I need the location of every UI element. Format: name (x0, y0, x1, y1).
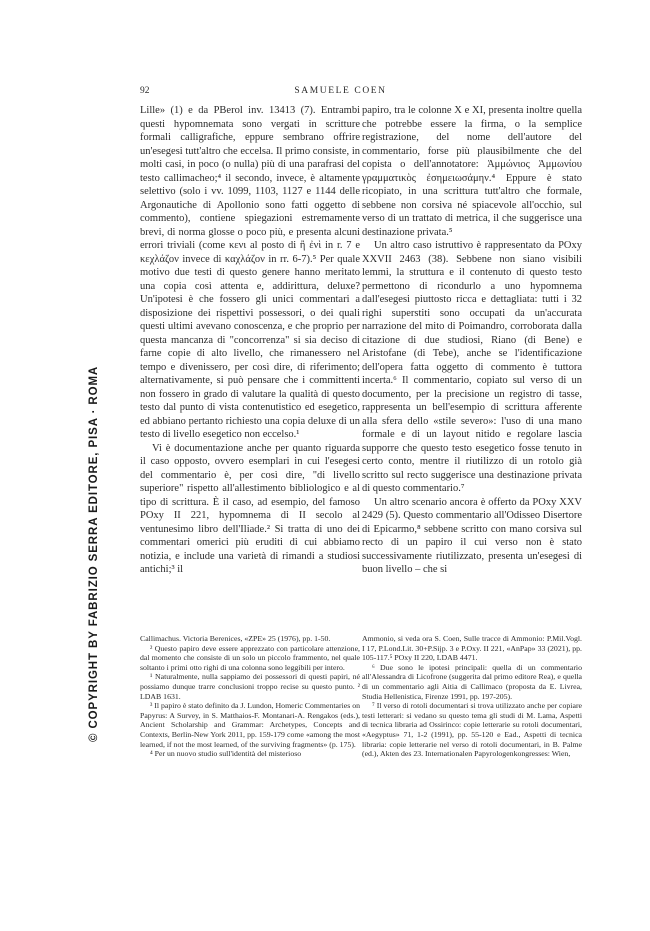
paragraph: papiro, tra le colonne X e XI, presenta inoltre quella che potrebbe essere la firma, o la semplice registrazione, del nome dell'autore del commentario, forse più plausibilmente che del copista o dell'annotatore: Ἀμμώνιος Ἀμμωνίου γραμματικὸς ἐσημειωσάμην.⁴ Eppure è stato ricopiato, in una scrittura tutt'altro che formale, sebbene non corsiva né spiacevole all'occhio, sul verso di un trattato di metrica, il che suggerisce una destinazione privata.⁵ (362, 105, 582, 238)
footnotes-right (362, 634, 582, 914)
footnote: ² Questo papiro deve essere apprezzato con particolare attenzione, dal momento che consiste di un solo un piccolo frammento, nel quale soltanto i primi otto righi di una colonna sono leggibili per intero. (140, 643, 360, 672)
running-head (122, 86, 559, 100)
paragraph: Un altro caso istruttivo è rappresentato da POxy XXVII 2463 (38). Sebbene non siano visibili lemmi, la struttura e il contenuto di questo testo permettono di ricondurlo a uno hypomnema dall'esegesi piuttosto ricca e dettagliata: tutti i 32 righi superstiti sono occupati da un'accurata narrazione del mito di Poimandro, corroborata dalla citazione di due studiosi, Riano (di Bene) e Aristofane (di Tebe), anche se l'identificazione dell'opera fatta oggetto di commento è tuttora incerta.⁶ Il commentario, copiato sul verso di un documento, per la precisione un registro di tasse, rappresenta un bell'esempio di scrittura afferente alla sfera dello «stile severo»: l'uso di una mano formale e di un layout nitido e regolare lascia supporre che questo testo esegetico fosse tenuto in certo conto, mentre il riutilizzo di un rotolo già scritto sul recto suggerisce una destinazione privata di questo commentario.⁷ (362, 240, 582, 494)
running-head-author: SAMUELE COEN (294, 86, 387, 96)
body-column-left (140, 104, 360, 616)
footnotes-left (140, 634, 360, 914)
footnote: Callimachus. Victoria Berenices, «ZPE» 25 (1976), pp. 1-50. (140, 634, 331, 643)
paragraph: Lille» (1) e da PBerol inv. 13413 (7). Entrambi questi hypomnemata sono vergati in scritture formali calligrafiche, eppure sembrano offrire un'esegesi tutt'altro che eccelsa. Il primo consiste, in molti casi, in poco (o nulla) più di una parafrasi del testo callimacheo;⁴ il secondo, invece, è altamente selettivo (solo i vv. 1099, 1103, 1127 e 1144 delle Argonautiche di Apollonio sono fatti oggetto di commento), contiene spiegazioni estremamente brevi, di norma glosse o poco più, e presenta alcuni errori triviali (come κενι al posto di ἢ ἐνὶ in r. 7 e κεχλάζον invece di καχλάζον in rr. 6-7).⁵ Per quale motivo due testi di questo genere hanno meritato una copia così attenta e, addirittura, deluxe? Un'ipotesi è che fossero gli unici commentari a disposizione dei rispettivi possessori, o dei quali questi ultimi avevano conoscenza, e che proprio per questa mancanza di "concorrenza" si sia deciso di farne copie di alto livello, che rimanessero nel tempo e divenissero, per così dire, di riferimento; alternativamente, si può pensare che i committenti non fossero in grado di valutare la qualità di questo testo dal punto di vista contenutistico ed esegetico, ed abbiano pertanto richiesto una copia deluxe di un testo di livello esegetico non eccelso.¹ (140, 105, 360, 440)
footnote: ⁷ Il verso di rotoli documentari si trova utilizzato anche per copiare testi letterari: si vedano su questo tema gli studi di M. Lama, Aspetti di tecnica libraria ad Ossirinco: copie letterarie su rotoli documentari, «Aegyptus» 71, 1-2 (1991), pp. 55-120 e Ead., Aspetti di tecnica libraria: copie letterarie nel verso di rotoli documentari, in B. Palme (ed.), Akten des 23. Internationalen Papyrologenkongresses: Wien, (362, 701, 582, 759)
body-column-right (362, 104, 582, 616)
paragraph: Un altro scenario ancora è offerto da POxy XXV 2429 (5). Questo commentario all'Odisseo Disertore di Epicarmo,⁸ sebbene scritto con mano corsiva sul recto di un papiro il cui verso non è stato successivamente riutilizzato, presenta un'esegesi di buon livello – che si (362, 496, 582, 575)
footnote: Ammonio, si veda ora S. Coen, Sulle tracce di Ammonio: P.Mil.Vogl. I 17, P.Lond.Lit. 30+P.Sijp. 3 e P.Oxy. II 221, «AnPap» 33 (2021), pp. 105-117.⁵ POxy II 220, LDAB 4471. (362, 634, 582, 663)
footnote: ⁶ Due sono le ipotesi principali: quella di un commentario all'Alessandra di Licofrone (suggerita dal primo editore Rea), e quella di un commentario agli Aitia di Callimaco (proposta da E. Livrea, Studia Hellenistica, Firenze 1991, pp. 197-205). (362, 662, 582, 701)
paragraph: Vi è documentazione anche per quanto riguarda il caso opposto, ovvero esemplari in cui l'esegesi del commentario è, per così dire, "di livello superiore" rispetto all'allestimento bibliologico e al tipo di scrittura. È il caso, ad esempio, del famoso POxy II 221, hypomnema di II secolo al ventunesimo libro dell'Iliade.² Si tratta di uno dei commentari omerici più eruditi di cui abbiamo notizia, e include una varietà di rimandi a studiosi antichi;³ il (140, 442, 360, 575)
footnote: ⁴ Per un nuovo studio sull'identità del misterioso (150, 749, 302, 759)
footnote: ¹ Naturalmente, nulla sappiamo dei possessori di questi papiri, né possiamo dunque trarre conclusioni troppo recise su questo punto. ² LDAB 1631. (140, 672, 360, 701)
page-number: 92 (140, 86, 150, 96)
copyright-notice: © COPYRIGHT BY FABRIZIO SERRA EDITORE, PISA · ROMA (88, 365, 100, 742)
footnote: ³ Il papiro è stato definito da J. Lundon, Homeric Commentaries on Papyrus: A Survey, in S. Matthaios-F. Montanari-A. Rengakos (eds.), Ancient Scholarship and Grammar: Archetypes, Concepts and Contexts, Berlin-New York 2011, pp. 159-179 come «among the most learned, if not the most learned, of the surviving fragments» (p. 175). (140, 701, 360, 749)
